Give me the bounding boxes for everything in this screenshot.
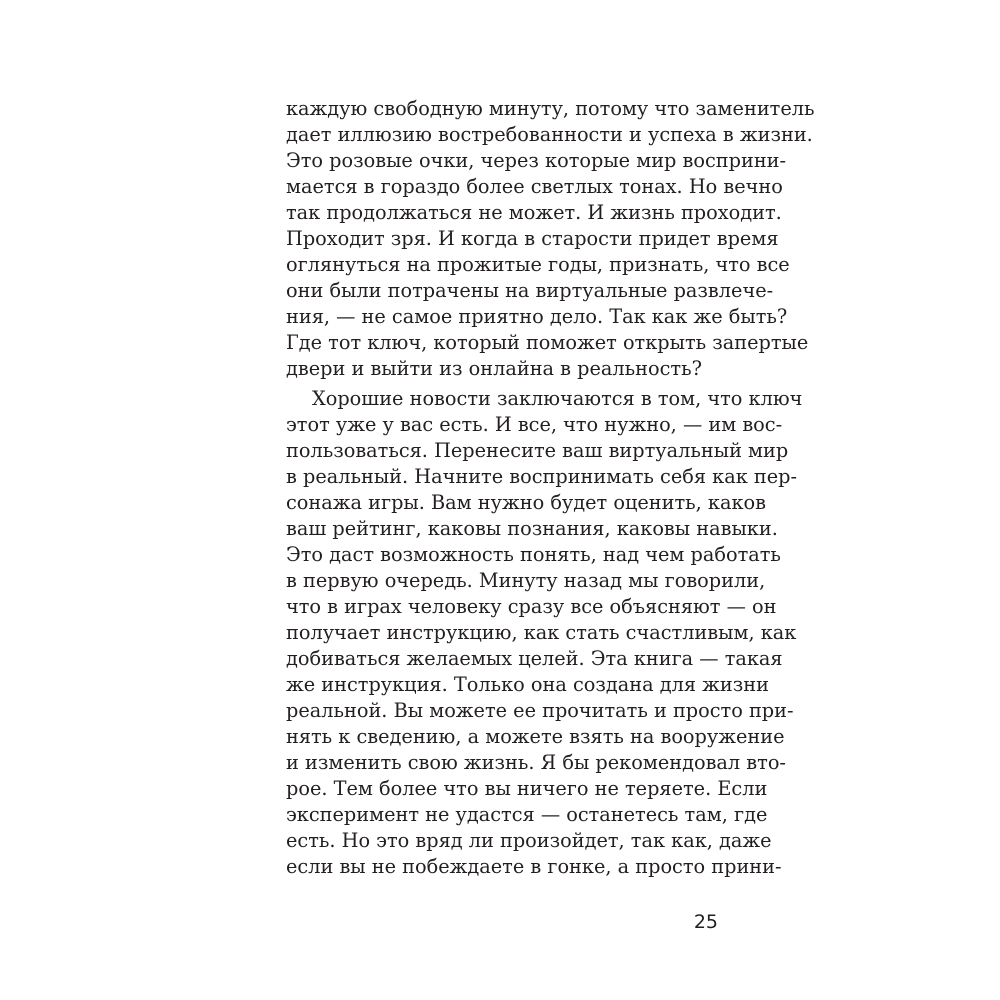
text-line: ния, — не самое приятно дело. Так как же быть? [286,305,788,329]
text-line: Хорошие новости заключаются в том, что ключ [312,386,803,410]
text-line: реальной. Вы можете ее прочитать и просто при- [286,699,794,723]
text-line: получает инструкцию, как стать счастливым, как [286,620,797,644]
text-line: есть. Но это вряд ли произойдет, так как, даже [286,829,772,853]
body-text [286,96,815,880]
text-line: в реальный. Начните воспринимать себя как пер- [286,464,798,488]
text-line: оглянуться на прожитые годы, признать, что все [286,253,790,277]
page-number: 25 [693,911,718,933]
text-line: же инструкция. Только она создана для жизни [286,673,769,697]
text-line: каждую свободную минуту, потому что заменитель [286,97,815,120]
text-line: Проходит зря. И когда в старости придет время [286,227,779,251]
text-line: если вы не побеждаете в гонке, а просто прини- [286,855,782,879]
paragraph-2 [286,386,803,881]
text-line: Это даст возможность понять, над чем работать [286,542,781,566]
text-line: добиваться желаемых целей. Эта книга — такая [286,646,783,670]
text-line: ваш рейтинг, каковы познания, каковы навыки. [286,516,778,540]
text-line: сонажа игры. Вам нужно будет оценить, каков [286,490,766,514]
paragraph-1 [286,96,815,383]
text-line: эксперимент не удастся — останетесь там, где [286,803,768,827]
text-line: этот уже у вас есть. И все, что нужно, — им вос- [286,412,783,436]
text-line: пользоваться. Перенесите ваш виртуальный мир [286,438,789,462]
text-line: Где тот ключ, который поможет открыть запертые [286,331,809,355]
text-line: и изменить свою жизнь. Я бы рекомендовал вто- [286,751,786,775]
text-line: в первую очередь. Минуту назад мы говорили, [286,568,766,592]
text-line: что в играх человеку сразу все объясняют — он [286,594,777,618]
text-line: Это розовые очки, через которые мир восприни- [286,149,787,173]
text-line: мается в гораздо более светлых тонах. Но вечно [286,175,783,199]
text-line: так продолжаться не может. И жизнь проходит. [286,201,782,225]
text-line: рое. Тем более что вы ничего не теряете. Если [286,777,768,801]
text-line: нять к сведению, а можете взять на вооружение [286,725,785,749]
text-line: дает иллюзию востребованности и успеха в жизни. [286,123,813,147]
text-line: они были потрачены на виртуальные развлече- [286,279,774,303]
text-line: двери и выйти из онлайна в реальность? [286,357,702,381]
